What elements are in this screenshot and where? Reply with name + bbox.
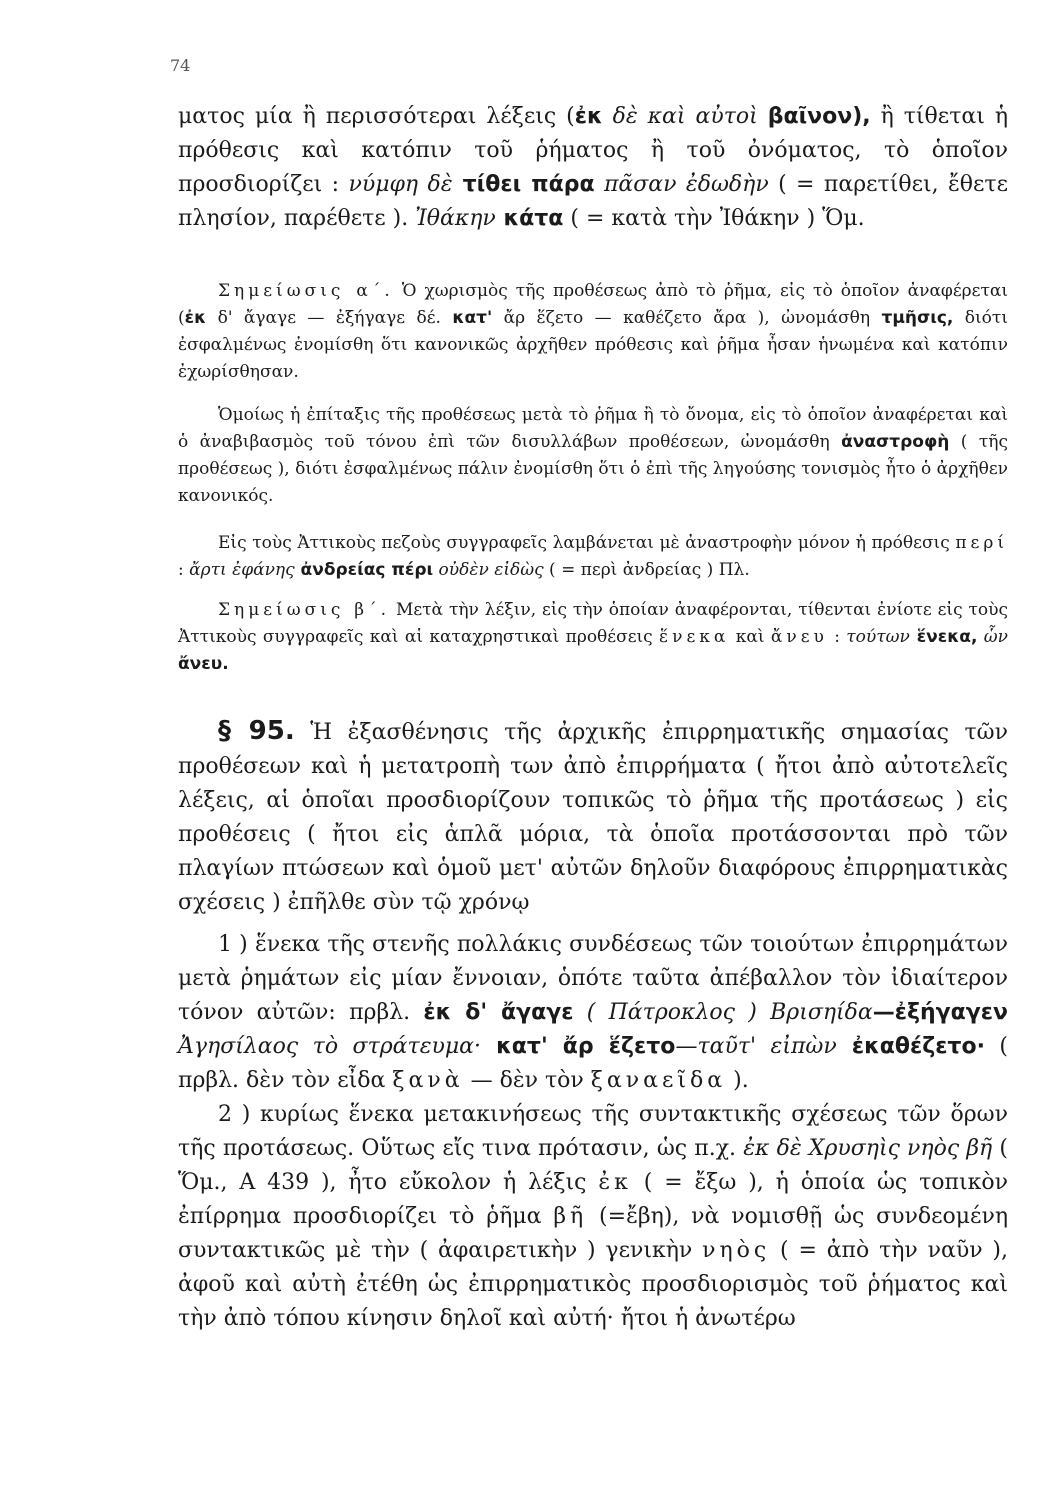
item-2-spaced-3: νηὸς (702, 1238, 771, 1263)
item-1-italic-3: —ταῦτ' εἰπὼν (675, 1034, 837, 1059)
note-alpha-bold-3: τμῆσις, (881, 308, 954, 328)
note-anastrophe-paragraph (178, 402, 1008, 510)
note-beta-text-1: Μετὰ τὴν λέξιν, εἰς τὴν ὁποίαν ἀναφέρονται, τίθενται ἐνίοτε εἰς τοὺς Ἀττικοὺς συγγραφεῖς καὶ αἱ καταχρηστικαὶ προθέσεις (178, 600, 1009, 647)
item-1-spaced-2: ξαναεῖδα (590, 1068, 727, 1093)
item-1-bold-4: ἐκαθέζετο· (836, 1034, 985, 1059)
note-attic-text-2: : (178, 560, 190, 580)
item-2-spaced-2: βῆ (553, 1204, 588, 1229)
note-anastrophe-bold-1: ἀναστροφὴ (841, 432, 950, 452)
item-1-bold-1: ἐκ δ' ἄγαγε (423, 1000, 574, 1025)
item-1-spaced-1: ξανὰ (392, 1068, 464, 1093)
note-beta-bold-2: ἄνευ. (178, 654, 229, 674)
note-attic-italic-1: ἄρτι ἐφάνης (189, 560, 295, 580)
intro-text-2: ἢ τίθεται ἡ πρόθεσις καὶ κατόπιν τοῦ ῥήματος ἢ τοῦ ὀνόματος, τὸ ὁποῖον προσδιορίζει : (178, 104, 1008, 197)
item-1-italic-1: ( Πάτροκλος ) Βρισηίδα (573, 1000, 873, 1025)
item-2-text-3: ( = ἔξω ), ἡ ὁποία ὡς τοπικὸν ἐπίρρημα προσδιορίζει τὸ ῥῆμα (178, 1170, 1008, 1229)
intro-text-1: ματος μία ἢ περισσότεραι λέξεις ( (178, 104, 575, 129)
intro-bold-1: ἐκ (574, 104, 603, 129)
note-beta-text-3: : (827, 627, 847, 647)
item-2-text-1: 2 ) κυρίως ἕνεκα μετακινήσεως τῆς συντακτικῆς σχέσεως τῶν ὅρων τῆς προτάσεως. Οὕτως εἴς τινα πρότασιν, ὡς π.χ. (178, 1102, 1008, 1161)
note-beta-italic-2: ὧν (977, 627, 1008, 647)
intro-italic-4: Ἰθάκην (415, 206, 496, 231)
item-1-text-4: ). (726, 1068, 749, 1093)
item-2-italic-1: ἐκ δὲ Χρυσηὶς νηὸς βῆ (743, 1136, 993, 1161)
intro-italic-1: δὲ καὶ αὐτοὶ (602, 104, 768, 129)
item-2-text-5: ( = ἀπὸ τὴν ναῦν ), ἀφοῦ καὶ αὐτὴ ἐτέθη ὡς ἐπιρρηματικὸς προσδιορισμὸς τοῦ ῥήματος καὶ τὴν ἀπὸ τόπου κίνησιν δηλοῖ καὶ αὐτή· ἤτοι ἡ ἀνωτέρω (178, 1238, 1008, 1331)
item-1-bold-2: —ἐξήγαγεν (872, 1000, 1008, 1025)
intro-italic-2: νύμφη δὲ (348, 172, 453, 197)
item-2-spaced-1: ἐκ (598, 1170, 632, 1195)
intro-bold-3: τίθει πάρα (452, 172, 595, 197)
note-attic-paragraph (178, 530, 1008, 584)
page-number: 74 (170, 56, 191, 75)
item-1-text-1: 1 ) ἕνεκα τῆς στενῆς πολλάκις συνδέσεως τῶν τοιούτων ἐπιρρημάτων μετὰ ῥημάτων εἰς μίαν ἔννοιαν, ὁπότε ταῦτα ἀπέβαλλον τὸν ἰδιαίτερον τόνον αὐτῶν: πρβλ. (178, 932, 1008, 1025)
intro-bold-2: βαῖνον), (767, 104, 871, 129)
item-2-text-2: ( Ὅμ., Α 439 ), ἦτο εὔκολον ἡ λέξις (178, 1136, 1008, 1195)
section-95-paragraph (178, 714, 1008, 920)
section-mark: § 95. (218, 716, 295, 746)
note-attic-text-1: Εἰς τοὺς Ἀττικοὺς πεζοὺς συγγραφεῖς λαμβάνεται μὲ ἀναστροφὴν μόνον ἡ πρόθεσις (218, 533, 956, 553)
note-alpha-text-4: διότι ἐσφαλμένως ἐνομίσθη ὅτι κανονικῶς ἀρχῆθεν πρόθεσις καὶ ῥῆμα ἦσαν ἡνωμένα καὶ κατόπιν ἐχωρίσθησαν. (178, 308, 1008, 382)
item-2-paragraph (178, 1098, 1008, 1336)
note-alpha-text-3: ἄρ ἕζετο — καθέζετο ἄρα ), ὠνομάσθη (492, 308, 882, 328)
note-alpha-bold-1: ἐκ (184, 308, 207, 328)
note-alpha-label: Σημείωσις α΄. (218, 281, 394, 301)
note-anastrophe-text-1: Ὁμοίως ἡ ἐπίταξις τῆς προθέσεως μετὰ τὸ ῥῆμα ἢ τὸ ὄνομα, εἰς τὸ ὁποῖον ἀναφέρεται καὶ ὁ ἀναβιβασμὸς τοῦ τόνου ἐπὶ τῶν δισυλλάβων προθέσεων, ὠνομάσθη (178, 405, 1008, 452)
note-beta-bold-1: ἕνεκα, (909, 627, 978, 647)
note-attic-spaced-1: περί (955, 533, 1008, 553)
note-alpha-text-2: δ' ἄγαγε — ἐξήγαγε δέ. (206, 308, 453, 328)
note-anastrophe-text-2: ( τῆς προθέσεως ), διότι ἐσφαλμένως πάλιν ἐνομίσθη ὅτι ὁ ἐπὶ τῆς ληγούσης τονισμὸς ἦτο ὁ ἀρχῆθεν κανονικός. (178, 432, 1008, 506)
note-attic-italic-2: οὐδὲν εἰδὼς (433, 560, 544, 580)
item-1-italic-2: Ἀγησίλαος τὸ στράτευμα· (178, 1034, 482, 1059)
intro-text-4: ( = κατὰ τὴν Ἰθάκην ) Ὅμ. (563, 206, 865, 231)
note-attic-bold-1: ἀνδρείας πέρι (294, 560, 434, 580)
note-alpha-bold-2: κατ' (452, 308, 493, 328)
note-beta-label: Σημείωσις β΄. (218, 600, 391, 620)
note-alpha-text-1: Ὁ χωρισμὸς τῆς προθέσεως ἀπὸ τὸ ῥῆμα, εἰς τὸ ὁποῖον ἀναφέρεται ( (178, 281, 1008, 328)
note-beta-italic-1: τούτων (846, 627, 910, 647)
item-1-text-3: — δὲν τὸν (463, 1068, 591, 1093)
item-1-paragraph (178, 928, 1008, 1098)
item-2-text-4: (=ἔβη), νὰ νομισθῇ ὡς συνδεομένη συντακτικῶς μὲ τὴν ( ἀφαιρετικὴν ) γενικὴν (178, 1204, 1008, 1263)
item-1-bold-3: κατ' ἄρ ἕζετο (481, 1034, 676, 1059)
intro-bold-4: κάτα (495, 206, 564, 231)
note-alpha-paragraph (178, 278, 1008, 386)
intro-italic-3: πᾶσαν ἐδωδὴν (594, 172, 769, 197)
section-95-text: Ἡ ἐξασθένησις τῆς ἀρχικῆς ἐπιρρηματικῆς σημασίας τῶν προθέσεων καὶ ἡ μετατροπὴ των ἀπὸ ἐπιρρήματα ( ἤτοι ἀπὸ αὐτοτελεῖς λέξεις, αἱ ὁποῖαι προσδιορίζουν τοπικῶς τὸ ῥῆμα τῆς προτάσεως ) εἰς προθέσεις ( ἤτοι εἰς ἁπλᾶ μόρια, τὰ ὁποῖα προτάσσονται πρὸ τῶν πλαγίων πτώσεων καὶ ὁμοῦ μετ' αὐτῶν δηλοῦν διαφόρους ἐπιρρηματικὰς σχέσεις ) ἐπῆλθε σὺν τῷ χρόνῳ (178, 720, 1008, 915)
note-beta-spaced-1: ἕνεκα (659, 627, 730, 647)
intro-text-3: ( = παρετίθει, ἔθετε πλησίον, παρέθετε ). (178, 172, 1008, 231)
item-1-text-2: ( πρβλ. δὲν τὸν εἶδα (178, 1034, 1008, 1093)
note-attic-text-3: ( = περὶ ἀνδρείας ) Πλ. (543, 560, 750, 580)
intro-paragraph (178, 100, 1008, 236)
note-beta-spaced-2: ἄνευ (770, 627, 828, 647)
note-beta-text-2: καὶ (729, 627, 771, 647)
note-beta-paragraph (178, 597, 1008, 678)
